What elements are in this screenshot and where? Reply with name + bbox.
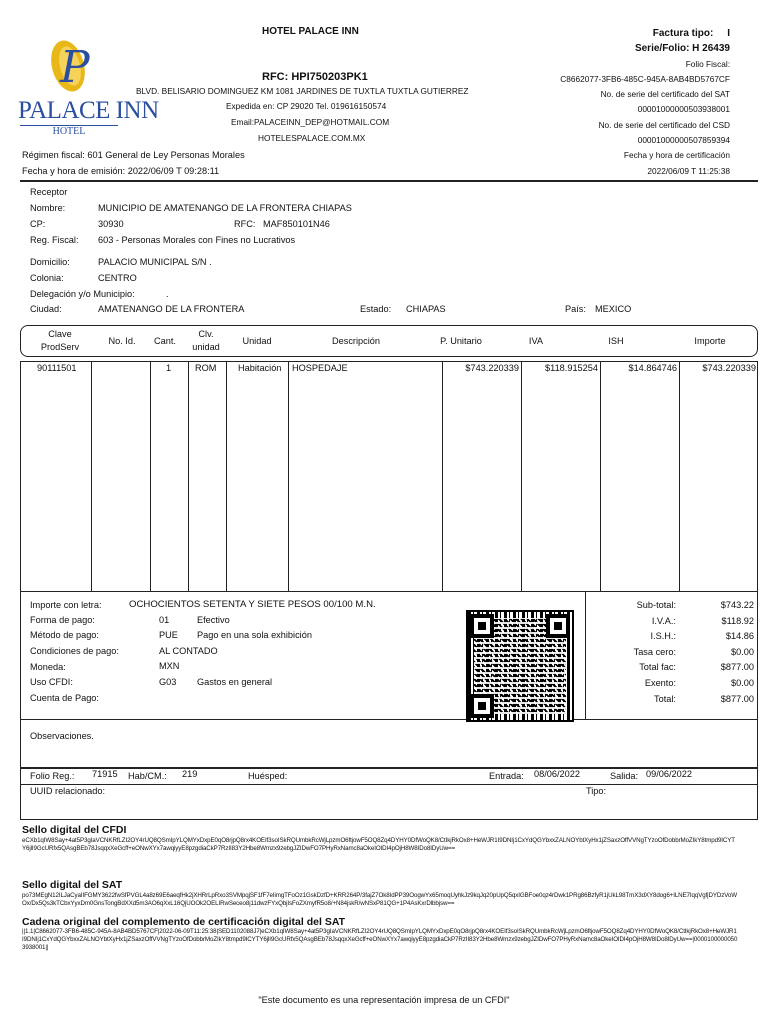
receptor-ciudad: AMATENANGO DE LA FRONTERA <box>98 304 245 314</box>
emisor-email: Email:PALACEINN_DEP@HOTMAIL.COM <box>231 117 390 127</box>
emisor-expedida: Expedida en: CP 29020 Tel. 019616150574 <box>226 101 387 111</box>
folio-fiscal-label: Folio Fiscal: <box>685 58 730 69</box>
header-clv: Clv. <box>198 329 214 339</box>
tasa-cero-label: Tasa cero: <box>633 646 676 657</box>
salida-label: Salida: <box>610 771 639 781</box>
receptor-nombre: MUNICIPIO DE AMATENANGO DE LA FRONTERA CHIAPAS <box>98 203 352 213</box>
receptor-rfc: MAF850101N46 <box>263 219 330 229</box>
condiciones-label: Condiciones de pago: <box>30 646 119 656</box>
forma-pago-code: 01 <box>159 615 170 625</box>
cert-csd: 00001000000507859394 <box>637 135 730 146</box>
uso-cfdi: Gastos en general <box>197 677 273 687</box>
header-ish: ISH <box>608 336 624 346</box>
delegacion-label: Delegación y/o Municipio: <box>30 289 135 299</box>
header-clv-unidad: unidad <box>192 342 220 352</box>
condiciones-pago: AL CONTADO <box>159 646 218 656</box>
total-label: Total: <box>654 693 676 704</box>
serie-folio: Serie/Folio: H 26439 <box>634 43 730 55</box>
sello-sat: po73MEgN12ILJaCyaIIFGMY3622fwSfPVGL4a8z69E6aeqfHk2jXHRrLpRxo3SVMpqjSF1fF7eIimgTFoOz1GskDzfD+KRR264P/3fajZ7Ok8IdPP39OogwYx65moqUyhkJz9kqJq20pUpQ5qxIGBFoe0qz4rDwk1PRg86BzfyR1jUkL98TmX3dXY8dog6+ILNE7IqqVgfjDYDzVoWOx/Dx5Qs3kTCbxYyxDm0GnsTongBdXXd5m3AO6qXxL16QjUOOk2OELIRwSeceo8j11dwzFYxQbjIsFoZXmyfR5o8/+N84jskR/wNSxP81QG+1P4AsKxrDlbbjsw== <box>22 892 737 907</box>
table-header <box>20 325 758 357</box>
metodo-pago: Pago en una sola exhibición <box>197 630 312 640</box>
regimen-fiscal: Régimen fiscal: 601 General de Ley Personas Morales <box>22 150 245 160</box>
forma-pago-label: Forma de pago: <box>30 615 95 625</box>
logo-text: PALACE INN <box>18 97 159 124</box>
sello-sat-title: Sello digital del SAT <box>22 879 123 891</box>
cadena-original: ||1.1|C8662077-3FB6-485C-945A-8AB4BD5767CF|2022-06-09T11:25:38|SED1102088J7|eCXb1qIW8Say+4at5P3gIaVCNKRfLZI2OY4rUQ8QSmIpYLQMYxDxpE0qO8rjpQ8rx4KOEIf3soISkRQUmbkRcWjLpzmO6ftjowF5OQ8Zq4DYHY0DfWoQK8/CtIkjRkOx8+HeWJR1I9DNIj1CxYdQGYbxxZALNOYbtXyHx1jZSaxzOffVVNgTYzoOfDobbrMoZIkY8tmpd9ICYTY6jlI9GcURfx5QAsgBEb78JsqqxXeGcff+eONwXYx7awqiyyE8pzgdiaCkP7RzII83Y2Hbe8Wmzx9zebgJZIDwFO7PHyRxNamc8aOkeIOIDI4pOjH8W8IDo8IDyUw==|00001000000503938001|| <box>22 928 738 951</box>
row-clv: ROM <box>195 363 217 373</box>
hab: 219 <box>182 769 198 779</box>
hab-label: Hab/CM.: <box>128 771 167 781</box>
header-cant: Cant. <box>154 336 176 346</box>
forma-pago: Efectivo <box>197 615 230 625</box>
cert-sat-label: No. de serie del certificado del SAT <box>600 89 730 100</box>
sello-cfdi: eCXb1qIW8Say+4at5P3gIaVCNKRfLZI2OY4rUQ8QSmIpYLQMYxDxpE0qO8rjpQ8rx4KOEIf3soISkRQUmbkRcWjLpzmO6ftjowF5OQ8Zq4DYHY0DfWoQK8/CtIkjRkOx8+HeWJR1I9DNIj1CxYdQGYbxxZALNOYbtXyHx1jZSaxzOffVVNgTYzoOfDobbrMoZIkY8tmpd9ICYTY6jlI9GcURfx5QAsgBEb78JsqqxXeGcff+eONwXYx7awqiyyE8pzgdiaCkP7RzII83Y2Hbe8Wmzx9zebgJZIDwFO7PHyRxNamc8aOkeIOIDI4pOjH8W8IDo8IDyUw== <box>22 837 735 852</box>
emisor-web: HOTELESPALACE.COM.MX <box>258 133 366 143</box>
ish-label: I.S.H.: <box>650 631 676 642</box>
folio-fiscal: C8662077-3FB6-485C-945A-8AB4BD5767CF <box>560 73 730 84</box>
colonia-label: Colonia: <box>30 273 64 283</box>
receptor-pais: MEXICO <box>595 304 632 314</box>
exento-label: Exento: <box>644 677 676 688</box>
svg-text:P: P <box>60 42 90 93</box>
salida: 09/06/2022 <box>646 769 692 779</box>
receptor-title: Receptor <box>30 187 68 197</box>
metodo-pago-code: PUE <box>159 630 178 640</box>
total: $877.00 <box>720 693 754 704</box>
row-ish: $14.864746 <box>628 363 677 373</box>
fecha-emision: Fecha y hora de emisión: 2022/06/09 T 09:28:11 <box>22 166 220 176</box>
row-punitario: $743.220339 <box>465 363 519 373</box>
items-table <box>20 361 758 591</box>
importe-letra: OCHOCIENTOS SETENTA Y SIETE PESOS 00/100 M.N. <box>129 599 376 610</box>
row-cant: 1 <box>166 363 172 373</box>
total-fac: $877.00 <box>720 662 754 673</box>
footer-note: "Este documento es una representación impresa de un CFDI" <box>258 995 510 1005</box>
importe-letra-label: Importe con letra: <box>30 600 102 610</box>
receptor-rfc-label: RFC: <box>234 219 256 229</box>
subtotal-label: Sub-total: <box>636 600 676 610</box>
moneda-label: Moneda: <box>30 662 66 672</box>
uuid-label: UUID relacionado: <box>30 786 106 796</box>
row-iva: $118.915254 <box>545 363 598 373</box>
cadena-original-title: Cadena original del complemento de certificación digital del SAT <box>22 916 346 928</box>
fecha-cert-label: Fecha y hora de certificación <box>623 150 730 161</box>
receptor-colonia: CENTRO <box>98 273 137 283</box>
observaciones-label: Observaciones. <box>30 731 94 741</box>
cp-label: CP: <box>30 219 46 229</box>
huesped-label: Huésped: <box>248 771 288 781</box>
logo-emblem-icon <box>18 36 120 98</box>
subtotal: $743.22 <box>720 600 754 610</box>
pais-label: País: <box>565 304 586 314</box>
estado-label: Estado: <box>360 304 392 314</box>
row-unidad: Habitación <box>238 363 282 373</box>
emisor-address: BLVD. BELISARIO DOMINGUEZ KM 1081 JARDINES DE TUXTLA TUXTLA GUTIERREZ <box>136 86 469 96</box>
metodo-pago-label: Método de pago: <box>30 630 99 640</box>
cert-sat: 00001000000503938001 <box>637 104 730 115</box>
entrada-label: Entrada: <box>489 771 524 781</box>
tasa-cero: $0.00 <box>731 646 754 657</box>
cert-csd-label: No. de serie del certificado del CSD <box>598 119 730 130</box>
receptor-estado: CHIAPAS <box>406 304 446 314</box>
total-fac-label: Total fac: <box>639 662 676 673</box>
hotel-logo <box>18 36 159 137</box>
sellos-section <box>22 824 738 962</box>
header-unidad: Unidad <box>242 336 272 346</box>
hotel-name: HOTEL PALACE INN <box>262 26 359 37</box>
nombre-label: Nombre: <box>30 203 66 213</box>
iva-total: $118.92 <box>721 615 754 626</box>
emisor-rfc: RFC: HPI750203PK1 <box>262 71 368 83</box>
iva-label: I.V.A.: <box>651 615 676 626</box>
header-descripcion: Descripción <box>332 336 380 346</box>
exento: $0.00 <box>731 677 754 688</box>
header-prodserv: ProdServ <box>40 342 80 352</box>
header-iva: IVA <box>528 336 544 346</box>
factura-tipo: Factura tipo: I <box>652 28 730 39</box>
row-importe: $743.220339 <box>702 363 756 373</box>
uso-cfdi-code: G03 <box>159 677 177 687</box>
observaciones-box <box>20 720 758 768</box>
header-clave: Clave <box>48 329 72 339</box>
header-importe: Importe <box>694 336 726 346</box>
logo-subtext: HOTEL <box>52 126 86 137</box>
ish-total: $14.86 <box>725 631 754 642</box>
header-noid: No. Id. <box>108 336 136 346</box>
receptor-cp: 30930 <box>98 219 124 229</box>
row-descripcion: HOSPEDAJE <box>292 363 348 373</box>
receptor-domicilio: PALACIO MUNICIPAL S/N . <box>98 257 212 267</box>
folio-reg-label: Folio Reg.: <box>30 771 75 781</box>
row-clave: 90111501 <box>37 363 77 373</box>
domicilio-label: Domicilio: <box>30 257 70 267</box>
factura-info <box>470 26 730 179</box>
reg-fiscal-label: Reg. Fiscal: <box>30 235 79 245</box>
folio-reg: 71915 <box>92 769 118 779</box>
ciudad-label: Ciudad: <box>30 304 62 314</box>
uso-cfdi-label: Uso CFDI: <box>30 677 73 687</box>
moneda: MXN <box>159 661 180 671</box>
sello-cfdi-title: Sello digital del CFDI <box>22 824 127 836</box>
tipo-label: Tipo: <box>586 786 607 796</box>
header-punitario: P. Unitario <box>440 336 482 346</box>
fecha-cert: 2022/06/09 T 11:25:38 <box>647 165 730 176</box>
totals-section <box>586 598 756 707</box>
qr-code-icon <box>466 610 574 722</box>
receptor-delegacion: . <box>166 289 169 299</box>
receptor-reg-fiscal: 603 - Personas Morales con Fines no Lucrativos <box>98 235 296 245</box>
entrada: 08/06/2022 <box>534 769 580 779</box>
cuenta-pago-label: Cuenta de Pago: <box>30 693 99 703</box>
